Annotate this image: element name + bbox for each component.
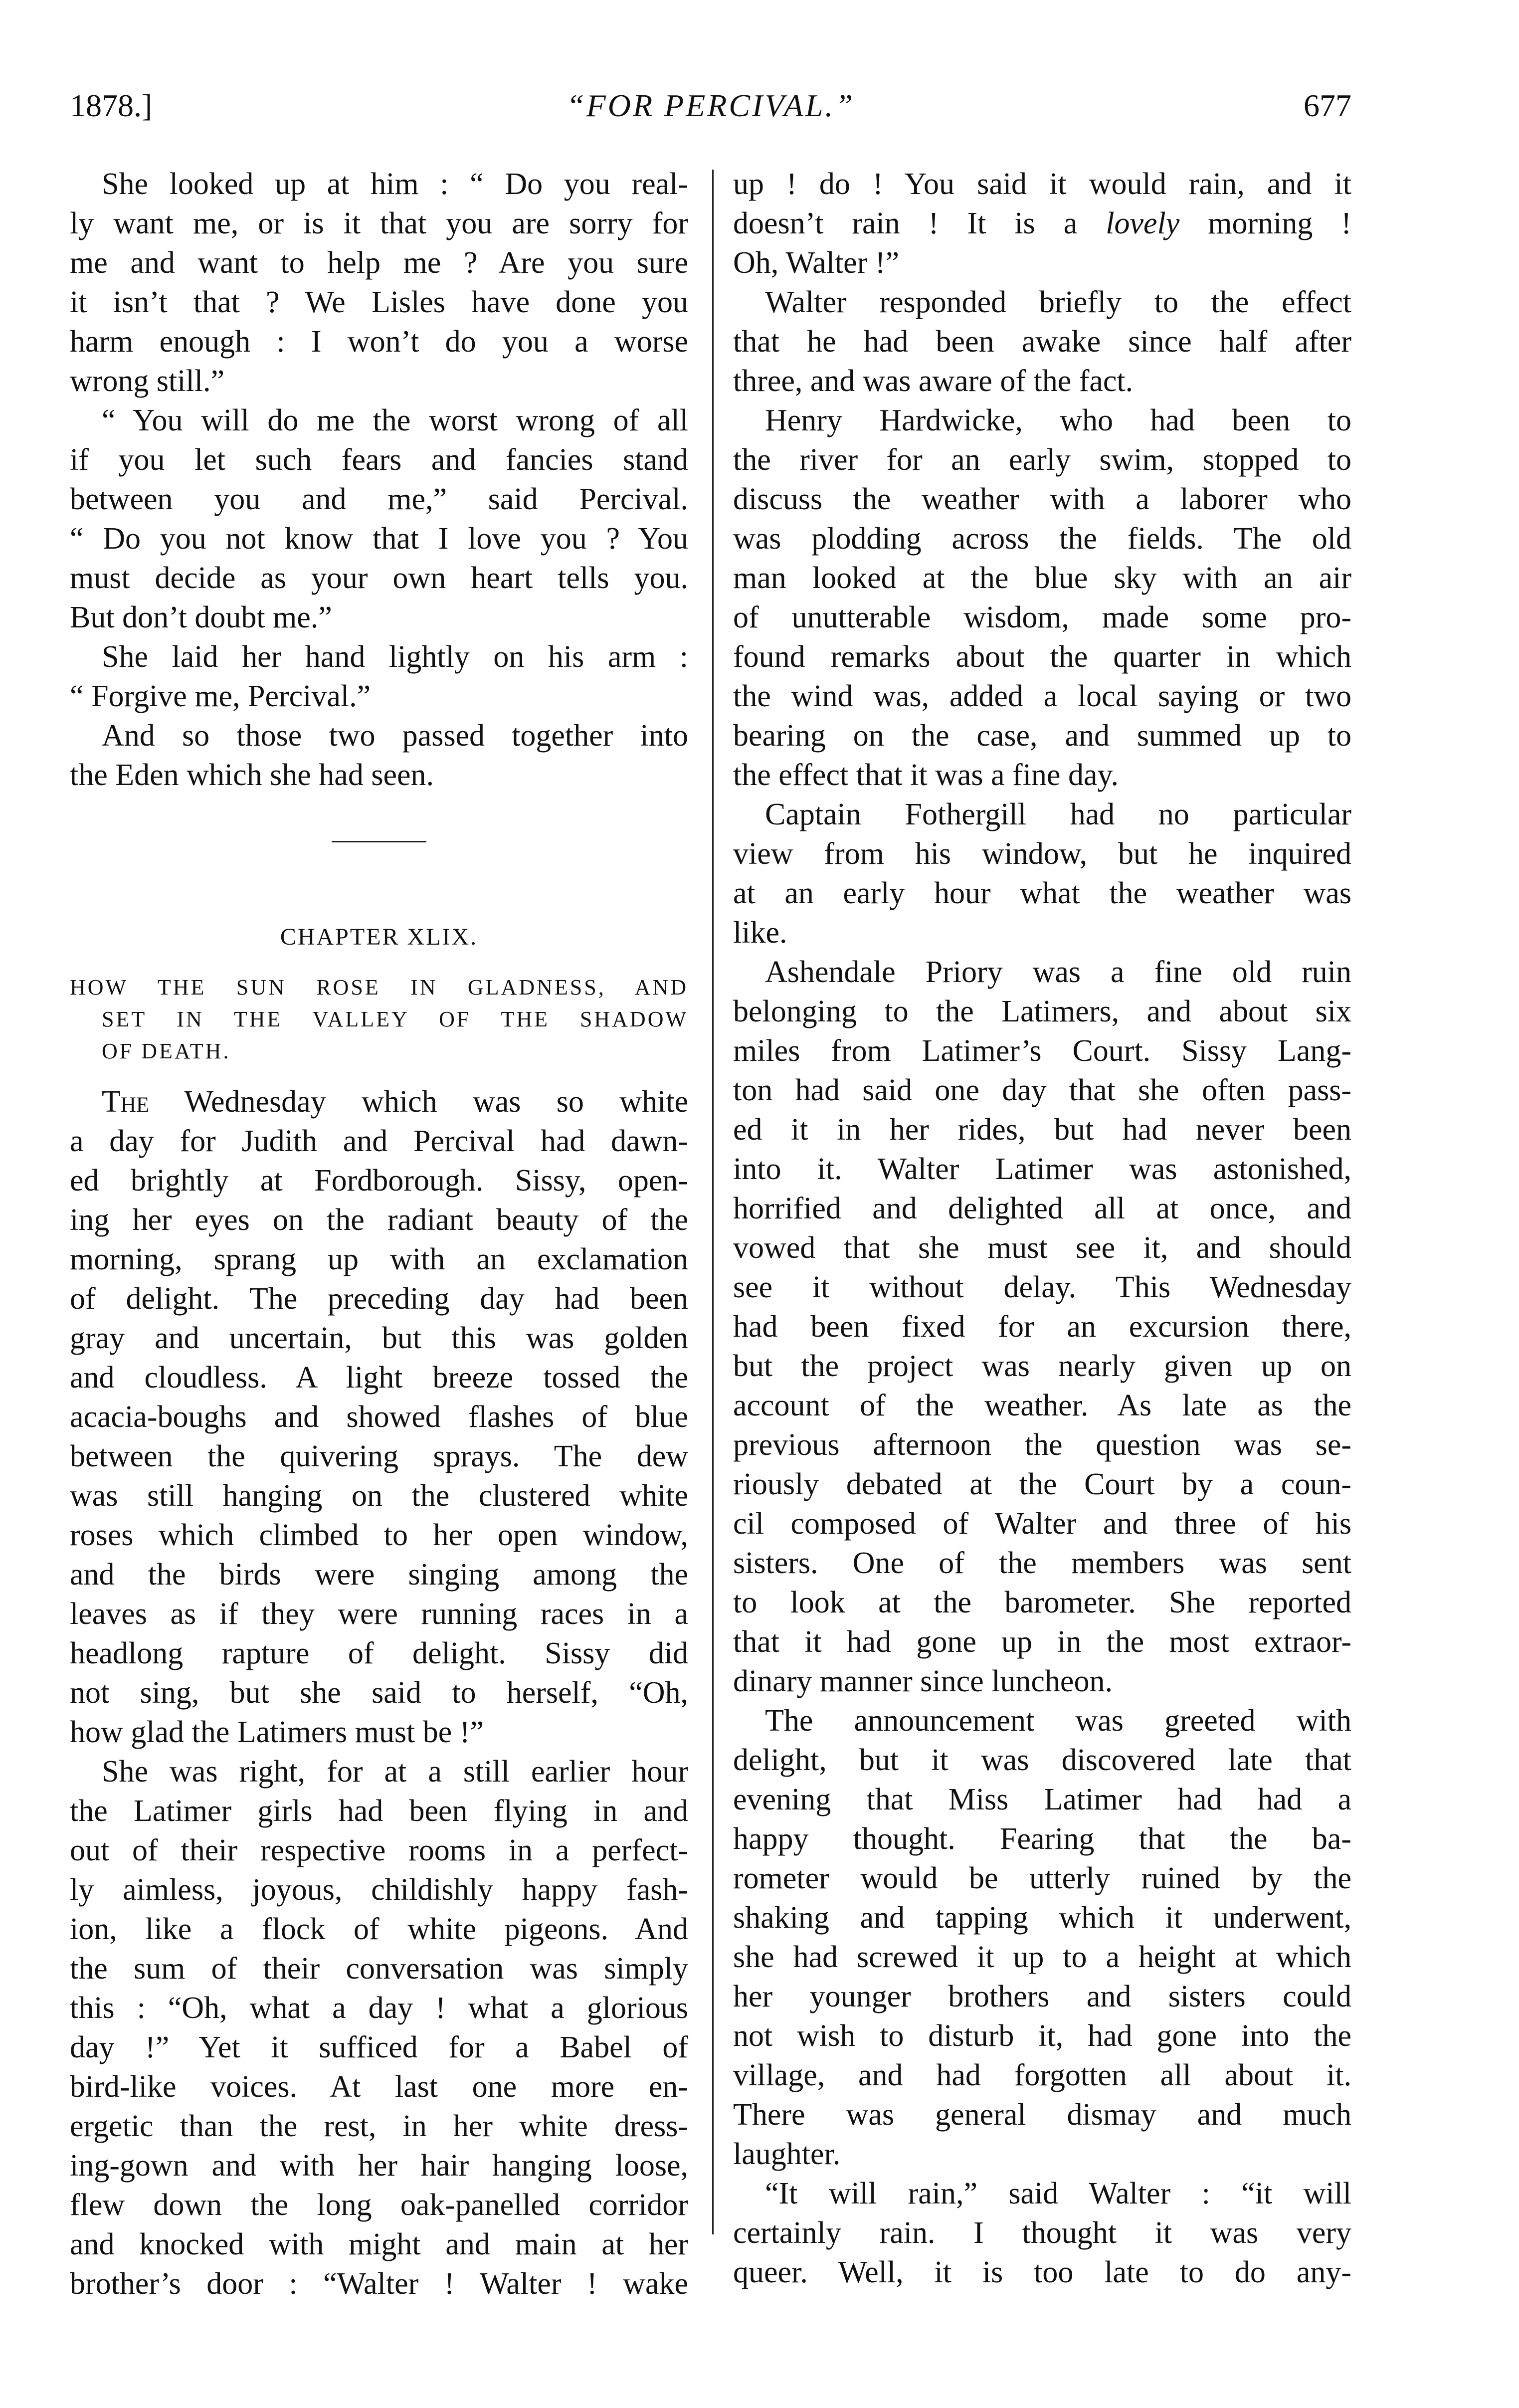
text-line: delight, but it was discovered late that [733,1743,1351,1777]
chapter-subtitle-line: OF DEATH. [102,1039,231,1063]
text-fragment: doesn’t rain ! It is a [733,206,1106,240]
paragraph [733,2174,1351,2292]
paragraph [733,401,1351,795]
text-fragment: morning ! [1179,206,1351,240]
drop-word: The [102,1085,150,1119]
text-line: “It will rain,” said Walter : “it will [765,2177,1351,2210]
text-line: the river for an early swim, stopped to [733,443,1351,477]
chapter-number: CHAPTER XLIX. [280,924,478,950]
text-line: The announcement was greeted with [765,1704,1351,1738]
text-line: ton had said one day that she often pass- [733,1073,1351,1107]
text-line: out of their respective rooms in a perfect- [70,1833,688,1867]
text-line: She looked up at him : “ Do you real- [102,167,688,201]
spacer [70,957,688,972]
text-line: me and want to help me ? Are you sure [70,246,688,280]
text-line: was still hanging on the clustered white [70,1479,688,1513]
text-fragment: Wednesday which was so white [149,1085,688,1119]
text-line: “ You will do me the worst wrong of all [102,403,688,437]
text-line: certainly rain. I thought it was very [733,2216,1351,2250]
text-line: like. [733,916,787,950]
text-line: bearing on the case, and summed up to [733,719,1351,753]
text-line: brother’s door : “Walter ! Walter ! wake [70,2267,688,2301]
paragraph [70,716,688,795]
text-line: three, and was aware of the fact. [733,364,1134,398]
text-line: to look at the barometer. She reported [733,1586,1351,1619]
text-line: laughter. [733,2137,841,2171]
paragraph [70,637,688,716]
text-line: ing her eyes on the radiant beauty of the [70,1203,688,1237]
text-line: found remarks about the quarter in which [733,640,1351,674]
text-line: man looked at the blue sky with an air [733,561,1351,595]
text-line: “ Do you not know that I love you ? You [70,522,688,556]
paragraph [733,795,1351,953]
text-line: and knocked with might and main at her [70,2227,688,2261]
paragraph [70,401,688,637]
paragraph [733,165,1351,283]
text-line: and the birds were singing among the [70,1558,688,1592]
paragraph [70,1082,688,1752]
text-line: happy thought. Fearing that the ba- [733,1822,1351,1856]
text-line: at an early hour what the weather was [733,876,1351,910]
text-line [70,1082,688,1122]
text-line: a day for Judith and Percival had dawn- [70,1124,688,1158]
text-line: day !” Yet it sufficed for a Babel of [70,2030,688,2064]
section-rule [332,841,426,842]
text-line: ergetic than the rest, in her white dress- [70,2109,688,2143]
text-line: acacia-boughs and showed flashes of blue [70,1400,688,1434]
text-line: view from his window, but he inquired [733,837,1351,871]
text-line: account of the weather. As late as the [733,1389,1351,1422]
text-line: the Latimer girls had been flying in and [70,1794,688,1828]
text-line: see it without delay. This Wednesday [733,1270,1351,1304]
text-line: must decide as your own heart tells you. [70,561,688,595]
text-line: of delight. The preceding day had been [70,1282,688,1316]
text-line: her younger brothers and sisters could [733,1980,1351,2013]
text-line: flew down the long oak-panelled corridor [70,2188,688,2222]
text-line: the Eden which she had seen. [70,758,434,792]
text-line: wrong still.” [70,364,224,398]
text-line: roses which climbed to her open window, [70,1518,688,1552]
chapter-subtitle-line: HOW THE SUN ROSE IN GLADNESS, AND [70,975,688,1000]
text-line: queer. Well, it is too late to do any- [733,2255,1351,2289]
text-line: not wish to disturb it, had gone into the [733,2019,1351,2053]
text-line: headlong rapture of delight. Sissy did [70,1636,688,1670]
text-line: ion, like a flock of white pigeons. And [70,1912,688,1946]
text-line: this : “Oh, what a day ! what a glorious [70,1991,688,2025]
text-line: ly aimless, joyous, childishly happy fash- [70,1873,688,1907]
text-line: previous afternoon the question was se- [733,1428,1351,1462]
text-line: it isn’t that ? We Lisles have done you [70,285,688,319]
text-line: ed brightly at Fordborough. Sissy, open- [70,1164,688,1198]
text-line: morning, sprang up with an exclamation [70,1242,688,1276]
text-line: was plodding across the fields. The old [733,522,1351,556]
text-line: between the quivering sprays. The dew [70,1439,688,1473]
text-line: Captain Fothergill had no particular [765,798,1351,831]
chapter-subtitle-line: SET IN THE VALLEY OF THE SHADOW [102,1007,688,1031]
text-line: And so those two passed together into [102,719,688,753]
text-line: village, and had forgotten all about it. [733,2058,1351,2092]
emphasis-text: lovely [1106,206,1180,240]
text-line: ly want me, or is it that you are sorry for [70,206,688,240]
text-line: She laid her hand lightly on his arm : [102,640,688,674]
text-line: But don’t doubt me.” [70,601,332,634]
running-head [70,87,1351,142]
text-line: Walter responded briefly to the effect [765,285,1351,319]
text-line: not sing, but she said to herself, “Oh, [70,1676,688,1710]
paragraph [733,953,1351,1701]
text-line: She was right, for at a still earlier hour [102,1755,688,1789]
text-line: the effect that it was a fine day. [733,758,1119,792]
text-line: discuss the weather with a laborer who [733,482,1351,516]
text-line: but the project was nearly given up on [733,1349,1351,1383]
text-line: Henry Hardwicke, who had been to [765,403,1351,437]
spacer [70,1067,688,1082]
text-line: Oh, Walter !” [733,246,900,280]
text-line: miles from Latimer’s Court. Sissy Lang- [733,1034,1351,1068]
text-line: sisters. One of the members was sent [733,1546,1351,1580]
left-column [70,165,688,2304]
text-line: the wind was, added a local saying or two [733,679,1351,713]
paragraph [70,165,688,401]
page-number: 677 [1304,88,1351,123]
text-line: dinary manner since luncheon. [733,1664,1113,1698]
text-line: ed it in her rides, but had never been [733,1113,1351,1147]
text-line: of unutterable wisdom, made some pro- [733,601,1351,634]
text-line: between you and me,” said Percival. [70,482,688,516]
text-line: rometer would be utterly ruined by the [733,1861,1351,1895]
right-column [733,165,1351,2292]
running-head-year: 1878.] [70,88,153,123]
text-line: Ashendale Priory was a fine old ruin [765,955,1351,989]
text-line: up ! do ! You said it would rain, and it [733,167,1351,201]
text-line: she had screwed it up to a height at which [733,1940,1351,1974]
text-line: bird-like voices. At last one more en- [70,2070,688,2104]
text-line: had been fixed for an excursion there, [733,1310,1351,1344]
text-line [733,204,1351,243]
text-line: horrified and delighted all at once, and [733,1192,1351,1225]
text-line: evening that Miss Latimer had had a [733,1783,1351,1816]
text-line: that he had been awake since half after [733,325,1351,359]
text-line: vowed that she must see it, and should [733,1231,1351,1265]
text-line: ing-gown and with her hair hanging loose, [70,2149,688,2183]
text-line: cil composed of Walter and three of his [733,1507,1351,1541]
paragraph [70,1752,688,2304]
column-divider [712,170,714,2234]
text-line: There was general dismay and much [733,2098,1351,2132]
paragraph [733,1701,1351,2174]
text-line: shaking and tapping which it underwent, [733,1901,1351,1935]
text-line: if you let such fears and fancies stand [70,443,688,477]
paragraph [733,283,1351,401]
text-line: harm enough : I won’t do you a worse [70,325,688,359]
chapter-heading [70,917,688,1082]
text-line: the sum of their conversation was simply [70,1952,688,1986]
running-head-title: “FOR PERCIVAL.” [567,88,855,123]
text-line: belonging to the Latimers, and about six [733,995,1351,1028]
text-line: riously debated at the Court by a coun- [733,1467,1351,1501]
text-line: into it. Walter Latimer was astonished, [733,1152,1351,1186]
text-line: that it had gone up in the most extraor- [733,1625,1351,1659]
text-line: gray and uncertain, but this was golden [70,1321,688,1355]
text-line: how glad the Latimers must be !” [70,1715,484,1749]
text-line: “ Forgive me, Percival.” [70,679,371,713]
text-line: leaves as if they were running races in a [70,1597,688,1631]
text-line: and cloudless. A light breeze tossed the [70,1361,688,1395]
